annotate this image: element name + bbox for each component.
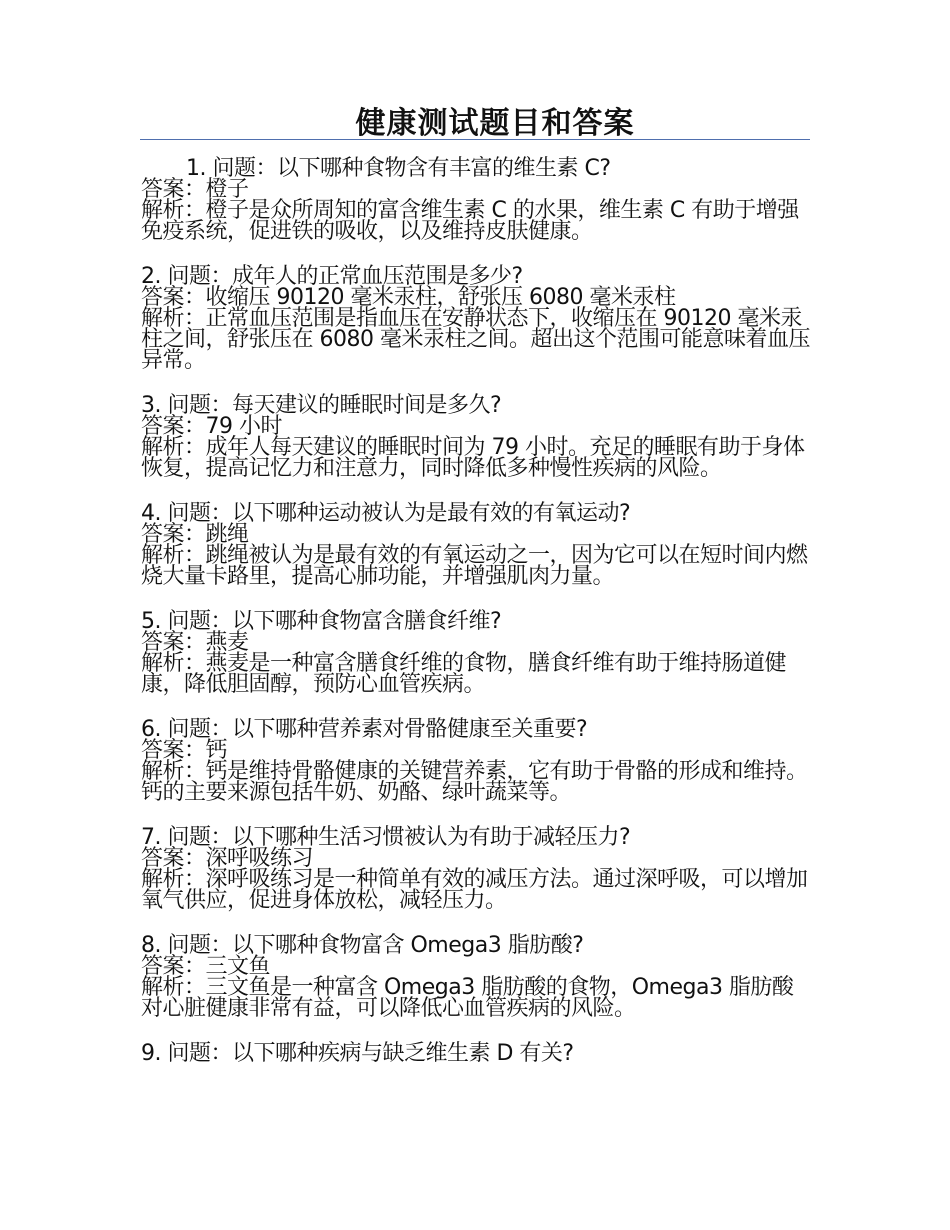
- qa-item-6: [141, 719, 813, 803]
- answer-4: 答案：跳绳: [141, 522, 249, 547]
- answer-3: 答案：79 小时: [141, 414, 282, 439]
- answer-6: 答案：钙: [141, 738, 228, 763]
- question-2: 2. 问题：成年人的正常血压范围是多少?: [141, 264, 523, 289]
- question-3: 3. 问题：每天建议的睡眠时间是多久?: [141, 393, 502, 418]
- answer-5: 答案：燕麦: [141, 630, 249, 655]
- question-5: 5. 问题：以下哪种食物富含膳食纤维?: [141, 609, 502, 634]
- qa-item-1: [141, 158, 813, 242]
- qa-item-4: [141, 503, 813, 587]
- question-8: 8. 问题：以下哪种食物富含 Omega3 脂肪酸?: [141, 933, 584, 958]
- explanation-3: 解析：成年人每天建议的睡眠时间为 79 小时。充足的睡眠有助于身体恢复，提高记忆力和注意力，同时降低多种慢性疾病的风险。: [141, 435, 805, 481]
- qa-item-3: [141, 395, 813, 479]
- qa-item-2: [141, 266, 813, 371]
- qa-item-9: [141, 1043, 813, 1064]
- question-7: 7. 问题：以下哪种生活习惯被认为有助于减轻压力?: [141, 825, 631, 850]
- page-title: 健康测试题目和答案: [355, 106, 635, 141]
- explanation-5: 解析：燕麦是一种富含膳食纤维的食物，膳食纤维有助于维持肠道健康，降低胆固醇，预防心血管疾病。: [141, 651, 787, 697]
- question-6: 6. 问题：以下哪种营养素对骨骼健康至关重要?: [141, 717, 588, 742]
- answer-7: 答案：深呼吸练习: [141, 846, 314, 871]
- qa-list: [141, 158, 813, 1088]
- title-underline: [140, 139, 810, 140]
- explanation-1: 解析：橙子是众所周知的富含维生素 C 的水果，维生素 C 有助于增强免疫系统，促进铁的吸收，以及维持皮肤健康。: [141, 198, 799, 244]
- qa-item-7: [141, 827, 813, 911]
- answer-8: 答案：三文鱼: [141, 954, 271, 979]
- qa-item-5: [141, 611, 813, 695]
- question-1: 1. 问题：以下哪种食物含有丰富的维生素 C?: [186, 156, 611, 181]
- explanation-8: 解析：三文鱼是一种富含 Omega3 脂肪酸的食物，Omega3 脂肪酸对心脏健康非常有益，可以降低心血管疾病的风险。: [141, 975, 794, 1021]
- explanation-2: 解析：正常血压范围是指血压在安静状态下，收缩压在 90120 毫米汞柱之间，舒张压在 6080 毫米汞柱之间。超出这个范围可能意味着血压异常。: [141, 306, 810, 373]
- answer-2: 答案：收缩压 90120 毫米汞柱，舒张压 6080 毫米汞柱: [141, 285, 676, 310]
- question-4: 4. 问题：以下哪种运动被认为是最有效的有氧运动?: [141, 501, 631, 526]
- explanation-4: 解析：跳绳被认为是最有效的有氧运动之一，因为它可以在短时间内燃烧大量卡路里，提高心肺功能，并增强肌肉力量。: [141, 543, 808, 589]
- qa-item-8: [141, 935, 813, 1019]
- explanation-7: 解析：深呼吸练习是一种简单有效的减压方法。通过深呼吸，可以增加氧气供应，促进身体放松，减轻压力。: [141, 867, 808, 913]
- explanation-6: 解析：钙是维持骨骼健康的关键营养素，它有助于骨骼的形成和维持。钙的主要来源包括牛奶、奶酪、绿叶蔬菜等。: [141, 759, 808, 805]
- question-9: 9. 问题：以下哪种疾病与缺乏维生素 D 有关?: [141, 1041, 574, 1066]
- answer-1: 答案：橙子: [141, 177, 249, 202]
